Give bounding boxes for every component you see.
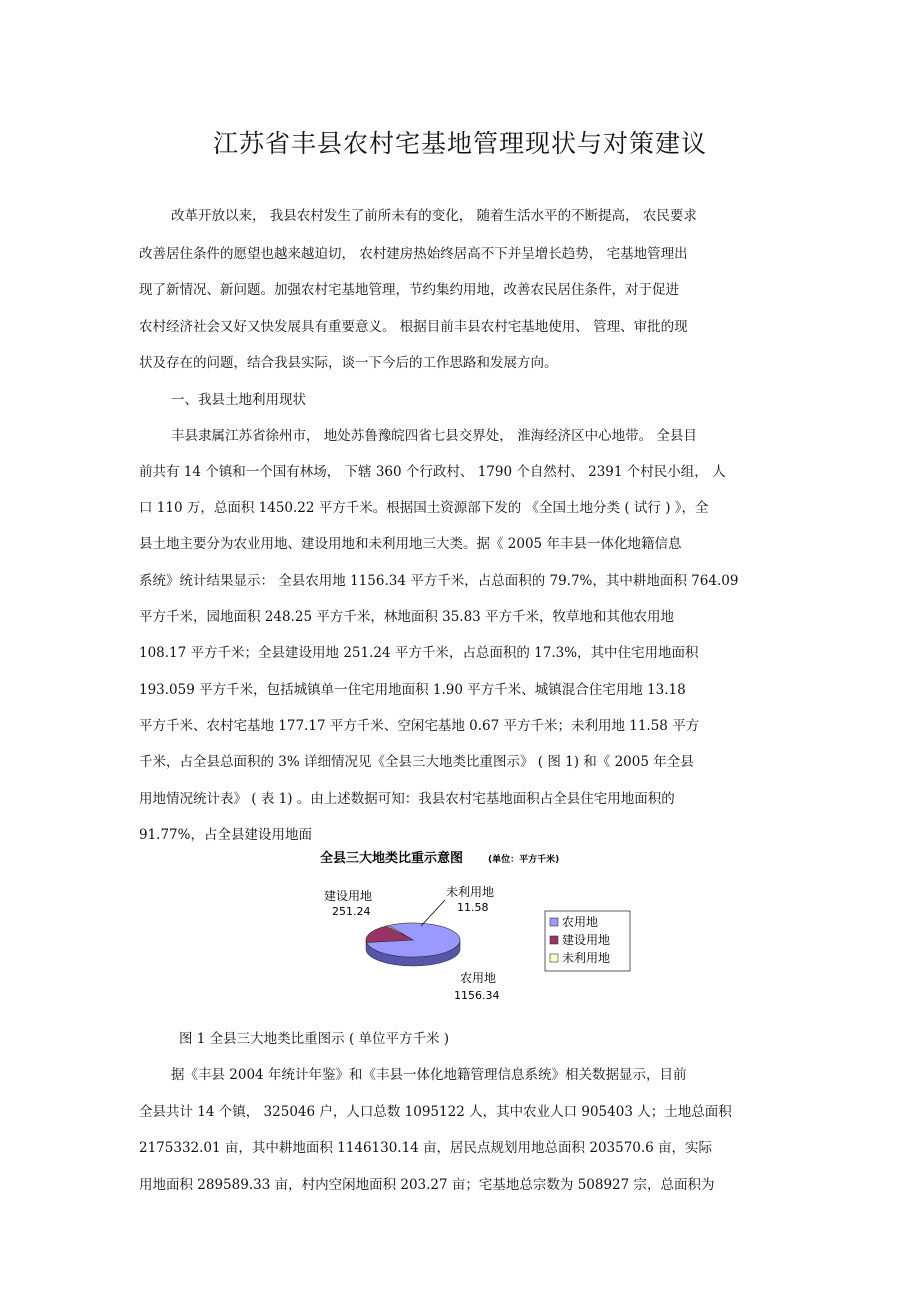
text-line: 用地面积 289589.33 亩，村内空闲地面积 203.27 亩；宅基地总宗数为 508927 宗，总面积为 (139, 1177, 715, 1193)
text-line: 2175332.01 亩，其中耕地面积 1146130.14 亩，居民点规划用地总面积 203570.6 亩，实际 (139, 1140, 713, 1156)
text-line: 据《丰县 2004 年统计年鉴》和《丰县一体化地籍管理信息系统》相关数据显示，目前 (171, 1067, 687, 1083)
text-line: 县土地主要分为农业用地、建设用地和未利用地三大类。据《 2005 年丰县一体化地籍信息 (139, 536, 682, 552)
pie-label-value-1: 1156.34 (454, 989, 500, 1002)
text-line: 平方千米、农村宅基地 177.17 平方千米、空闲宅基地 0.67 平方千米；未利用地 11.58 平方 (139, 718, 700, 734)
legend-label-3: 未利用地 (562, 951, 611, 965)
legend-swatch-2 (550, 936, 558, 944)
text-line: 改革开放以来， 我县农村发生了前所未有的变化， 随着生活水平的不断提高， 农民要求 (171, 208, 697, 224)
text-line: 91.77%，占全县建设用地面 (139, 827, 312, 843)
text-line: 丰县隶属江苏省徐州市， 地处苏鲁豫皖四省七县交界处， 淮海经济区中心地带。 全县目 (171, 428, 697, 444)
pie-label-value-2: 251.24 (332, 905, 371, 918)
text-line: 108.17 平方千米；全县建设用地 251.24 平方千米，占总面积的 17.3%，其中住宅用地面积 (139, 645, 699, 661)
legend-label-2: 建设用地 (562, 933, 611, 947)
legend-swatch-1 (550, 918, 558, 926)
text-line: 改善居住条件的愿望也越来越迫切， 农村建房热始终居高不下并呈增长趋势， 宅基地管理出 (139, 246, 688, 262)
chart-title: 全县三大地类比重示意图 (320, 851, 464, 866)
figure-caption: 图 1 全县三大地类比重图示 ( 单位平方千米 ) (179, 1031, 450, 1047)
text-line: 全县共计 14 个镇， 325046 户，人口总数 1095122 人，其中农业人口 905403 人；土地总面积 (139, 1104, 732, 1120)
pie-label-name-1: 农用地 (460, 971, 497, 985)
land-use-pie-chart (318, 848, 640, 1012)
text-line: 系统》统计结果显示： 全县农用地 1156.34 平方千米，占总面积的 79.7%，其中耕地面积 764.09 (139, 573, 739, 589)
pie-label-name-2: 建设用地 (324, 889, 373, 903)
text-line: 口 110 万，总面积 1450.22 平方千米。根据国土资源部下发的 《全国土地分类 ( 试行 ) 》，全 (139, 500, 709, 516)
text-line: 农村经济社会又好又快发展具有重要意义。 根据目前丰县农村宅基地使用、 管理、审批的现 (139, 319, 688, 335)
text-line: 现了新情况、新问题。加强农村宅基地管理，节约集约用地，改善农民居住条件，对于促进 (139, 282, 679, 298)
text-line: 状及存在的问题，结合我县实际，谈一下今后的工作思路和发展方向。 (139, 355, 558, 371)
text-line: 千米，占全县总面积的 3% 详细情况见《全县三大地类比重图示》 ( 图 1) 和《 2005 年全县 (139, 754, 694, 770)
pie-label-name-3: 未利用地 (446, 885, 495, 899)
text-line: 平方千米，园地面积 248.25 平方千米，林地面积 35.83 平方千米，牧草地和其他农用地 (139, 609, 675, 625)
pie-label-value-3: 11.58 (457, 901, 489, 914)
section-heading-text: 一、我县土地利用现状 (171, 392, 306, 408)
text-line: 193.059 平方千米，包括城镇单一住宅用地面积 1.90 平方千米、城镇混合住宅用地 13.18 (139, 682, 686, 698)
page-title: 江苏省丰县农村宅基地管理现状与对策建议 (212, 129, 707, 158)
chart-unit-note: (单位：平方千米) (488, 855, 560, 865)
pie-leader-line (421, 900, 445, 926)
legend-label-1: 农用地 (562, 915, 599, 929)
text-line: 用地情况统计表》 ( 表 1) 。由上述数据可知：我县农村宅基地面积占全县住宅用地面积的 (139, 791, 675, 807)
legend-swatch-3 (550, 954, 558, 962)
text-line: 前共有 14 个镇和一个国有林场， 下辖 360 个行政村、 1790 个自然村、 2391 个村民小组， 人 (139, 464, 726, 480)
